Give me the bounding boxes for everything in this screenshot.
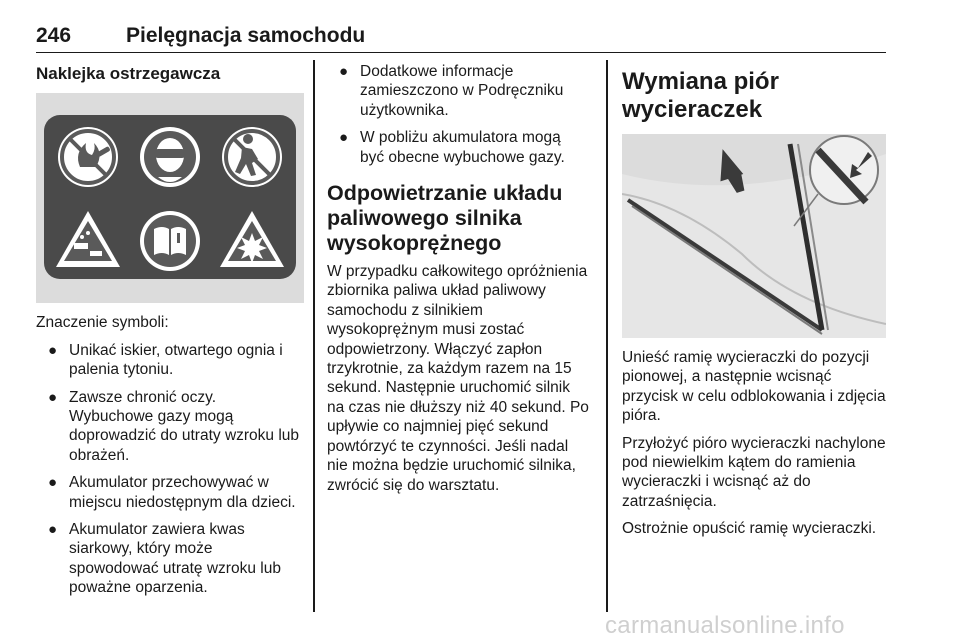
bullet-icon: ● [48,474,58,492]
chapter-title: Pielęgnacja samochodu [126,24,366,47]
wiper-step-2: Przyłożyć pióro wycieraczki nachylone pod niewielkim kątem do ramienia wycieraczki i wcisnąć aż do zatrzaśnięcia. [622,434,886,510]
bullet-icon: ● [48,341,58,359]
page-header [36,24,886,53]
symbols-intro: Znaczenie symboli: [36,314,169,332]
list-item: ● Zawsze chronić oczy. Wybuchowe gazy mogą doprowadzić do utraty wzroku lub obrażeń. [48,388,300,464]
bullet-icon: ● [339,129,349,147]
column-divider [606,60,608,612]
wiper-blade-figure [622,134,886,338]
eye-protection-icon [140,127,200,187]
column-warning-sticker [36,62,304,606]
list-item: ● Dodatkowe informacje zamieszczono w Podręczniku użytkownika. [339,63,564,119]
bullet-icon: ● [339,63,349,80]
column-wiper-blades [622,62,890,547]
read-manual-icon [140,211,200,271]
section-heading-wiper-blades: Wymiana piór wycieraczek [622,68,779,123]
fuel-bleeding-text: W przypadku całkowitego opróżnienia zbiornika paliwa układ paliwowy samochodu z silnikiem wysokoprężnym musi zostać odpowietrzony. Włączyć zapłon trzykrotnie, za każdym razem na 15 sekund. Następnie uruchomić silnik na czas nie dłuższy niż 40 sekund. Po upływie co najmniej pięć sekund powtórzyć te czynności. Jeśli nadal nie można będzie uruchomić silnika, zwrócić się do warsztatu. [327,263,589,494]
symbol-list-continued [327,62,589,167]
list-item: ● Akumulator przechowywać w miejscu niedostępnym dla dzieci. [48,474,296,511]
warning-sticker-figure [36,93,304,303]
column-fuel-system [327,62,589,503]
bullet-icon: ● [48,521,58,539]
watermark: carmanualsonline.info [605,612,845,639]
page-number: 246 [36,24,72,47]
section-heading-fuel-bleeding: Odpowietrzanie układu paliwowego silnika wysokoprężnego [327,181,563,256]
list-item: ● W pobliżu akumulatora mogą być obecne wybuchowe gazy. [339,129,565,166]
section-title: Naklejka ostrzegawcza [36,64,221,83]
keep-children-away-icon [222,127,282,187]
wiper-step-1: Unieść ramię wycieraczki do pozycji pionowej, a następnie wcisnąć przycisk w celu odblokowania i zdjęcia pióra. [622,349,886,425]
column-divider [313,60,315,612]
symbol-list [36,341,304,598]
no-fire-icon [58,127,118,187]
list-item: ● Unikać iskier, otwartego ognia i palenia tytoniu. [48,341,283,379]
bullet-icon: ● [48,388,58,406]
wiper-step-3: Ostrożnie opuścić ramię wycieraczki. [622,520,877,538]
list-item: ● Akumulator zawiera kwas siarkowy, który może spowodować utratę wzroku lub poważne oparzenia. [48,521,281,597]
